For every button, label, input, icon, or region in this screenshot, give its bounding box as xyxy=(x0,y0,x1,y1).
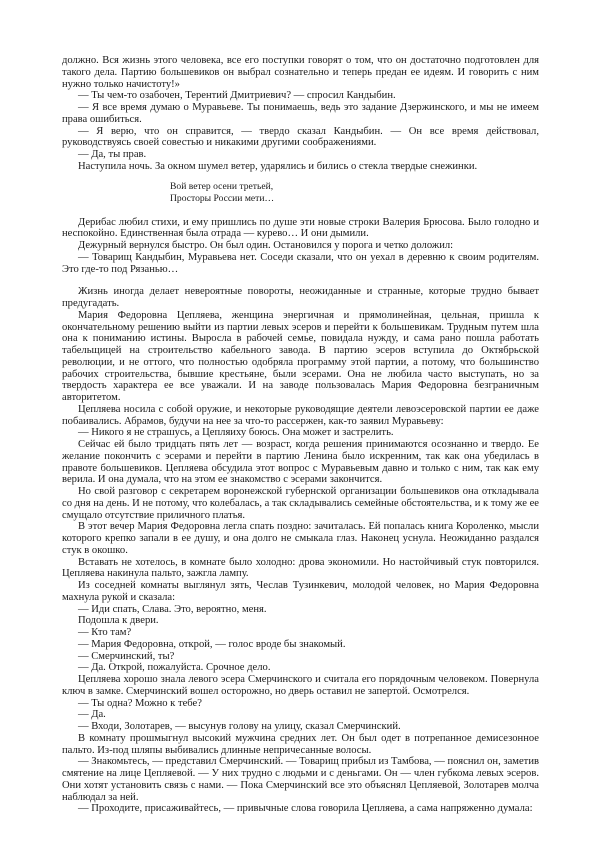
paragraph: — Да. xyxy=(78,709,106,721)
poem-epigraph xyxy=(170,181,539,205)
paragraph: — Да. Открой, пожалуйста. Срочное дело. xyxy=(78,662,271,674)
text-section xyxy=(62,286,539,815)
paragraph: — Ты одна? Можно к тебе? xyxy=(78,697,202,709)
paragraph: Цепляева носила с собой оружие, и некоторые руководящие деятели левоэсеровской партии ее даже побаивались. Абрамов, будучи на нее за что-то рассержен, как-то заявил Муравьеву: xyxy=(62,403,539,427)
poem-line: Вой ветер осени третьей, xyxy=(170,180,274,192)
paragraph: — Иди спать, Слава. Это, вероятно, меня. xyxy=(78,603,267,615)
paragraph: должно. Вся жизнь этого человека, все его поступки говорят о том, что он достаточно подготовлен для такого дела. Партию большевиков он выбрал сознательно и теперь предан ее идеям. И говорить с ним нужно только начистоту!» xyxy=(62,55,539,90)
paragraph: Мария Федоровна Цепляева, женщина энергичная и прямолинейная, цельная, пришла к окончательному решению выйти из партии левых эсеров и перейти к большевикам. Трудным путем шла она к пониманию истины. Выросла в рабочей семье, повидала нужду, и сама рано пошла работать табельщицей на строительство кабельного завода. В партию эсеров вступила до Октябрьской революции, и не оттого, что полностью одобряла программу этой партии, а потому, что большинство рабочих строительства, бывшие крестьяне, были эсерами. Она не любила часто выступать, но за твердость характера ее все уважали. И на заводе пользовалась Мария Федоровна безграничным авторитетом. xyxy=(62,309,539,403)
paragraph: Сейчас ей было тридцать пять лет — возраст, когда решения принимаются осознанно и твердо. Ее желание покончить с эсерами и перейти в партию Ленина было искренним, так как она убедилась в правоте большевиков. Цепляева обсудила этот вопрос с Муравьевым давно и только с ним, так как ему верила. И она думала, что на этом ее знакомство с эсерами закончится. xyxy=(62,439,539,486)
paragraph: — Никого я не страшусь, а Цепляиху боюсь. Она может и застрелить. xyxy=(78,427,394,439)
paragraph: — Ты чем-то озабочен, Терентий Дмитриевич? — спросил Кандыбин. xyxy=(78,90,396,102)
paragraph: Из соседней комнаты выглянул зять, Чеслав Тузинкевич, молодой человек, но Мария Федоровна махнула рукой и сказала: xyxy=(62,580,539,603)
paragraph: — Знакомьтесь, — представил Смерчинский. — Товарищ прибыл из Тамбова, — пояснил он, заметив смятение на лице Цепляевой. — У них трудно с людьми и с деньгами. Он — член губкома левых эсеров. Они хотят установить связь с нами. — Пока Смерчинский все это объяснял Цепляевой, Золотарев молча наблюдал за ней. xyxy=(62,756,539,803)
paragraph: Вставать не хотелось, в комнате было холодно: дрова экономили. Но настойчивый стук повторился. Цепляева накинула пальто, зажгла лампу. xyxy=(62,556,539,580)
paragraph: — Товарищ Кандыбин, Муравьева нет. Соседи сказали, что он уехал в деревню к своим родителям. Это где-то под Рязанью… xyxy=(62,251,539,275)
paragraph: — Я все время думаю о Муравьеве. Ты понимаешь, ведь это задание Дзержинского, и мы не имеем права ошибиться. xyxy=(62,102,539,125)
paragraph: — Мария Федоровна, открой, — голос вроде бы знакомый. xyxy=(78,638,346,650)
poem-line: Просторы России мети… xyxy=(170,192,275,204)
paragraph: Но свой разговор с секретарем воронежской губернской организации большевиков она откладывала со дня на день. И не потому, что колебалась, а так складывались семейные обстоятельства, и к тому же ее смущало отсутствие приличного платья. xyxy=(62,486,539,521)
paragraph: — Я верю, что он справится, — твердо сказал Кандыбин. — Он все время действовал, руководствуясь своей совестью и никакими другими соображениями. xyxy=(62,125,539,149)
paragraph: Наступила ночь. За окном шумел ветер, ударялись и бились о стекла твердые снежинки. xyxy=(78,160,478,172)
document-page xyxy=(62,55,539,815)
paragraph: — Входи, Золотарев, — высунув голову на улицу, сказал Смерчинский. xyxy=(78,721,401,732)
paragraph: — Проходите, присаживайтесь, — привычные слова говорила Цепляева, а сама напряженно думала: xyxy=(78,803,533,815)
paragraph: Подошла к двери. xyxy=(78,615,159,627)
section-break xyxy=(62,275,539,286)
paragraph: Жизнь иногда делает невероятные повороты, неожиданные и странные, которые трудно бывает предугадать. xyxy=(62,286,539,309)
paragraph: — Смерчинский, ты? xyxy=(78,650,175,662)
paragraph: Дерибас любил стихи, и ему пришлись по душе эти новые строки Валерия Брюсова. Было голодно и неспокойно. Единственная была отрада — курево… И они дымили. xyxy=(62,216,539,240)
paragraph: В этот вечер Мария Федоровна легла спать поздно: зачиталась. Ей попалась книга Короленко, мысли которого крепко запали в ее душу, и она долго не смыкала глаз. Наконец уснула. Неожиданно раздался стук в окошко. xyxy=(62,521,539,556)
paragraph: Цепляева хорошо знала левого эсера Смерчинского и считала его порядочным человеком. Повернула ключ в замке. Смерчинский вошел осторожно, но дверь оставил не запертой. Осмотрелся. xyxy=(62,674,539,697)
paragraph: — Да, ты прав. xyxy=(78,149,147,160)
paragraph: — Кто там? xyxy=(78,627,132,638)
text-section xyxy=(62,55,539,173)
text-section xyxy=(62,217,539,276)
paragraph: Дежурный вернулся быстро. Он был один. Остановился у порога и четко доложил: xyxy=(78,240,454,251)
paragraph: В комнату прошмыгнул высокий мужчина средних лет. Он был одет в потрепанное демисезонное пальто. Из-под шляпы выбивались длинные непричесанные волосы. xyxy=(62,732,539,756)
